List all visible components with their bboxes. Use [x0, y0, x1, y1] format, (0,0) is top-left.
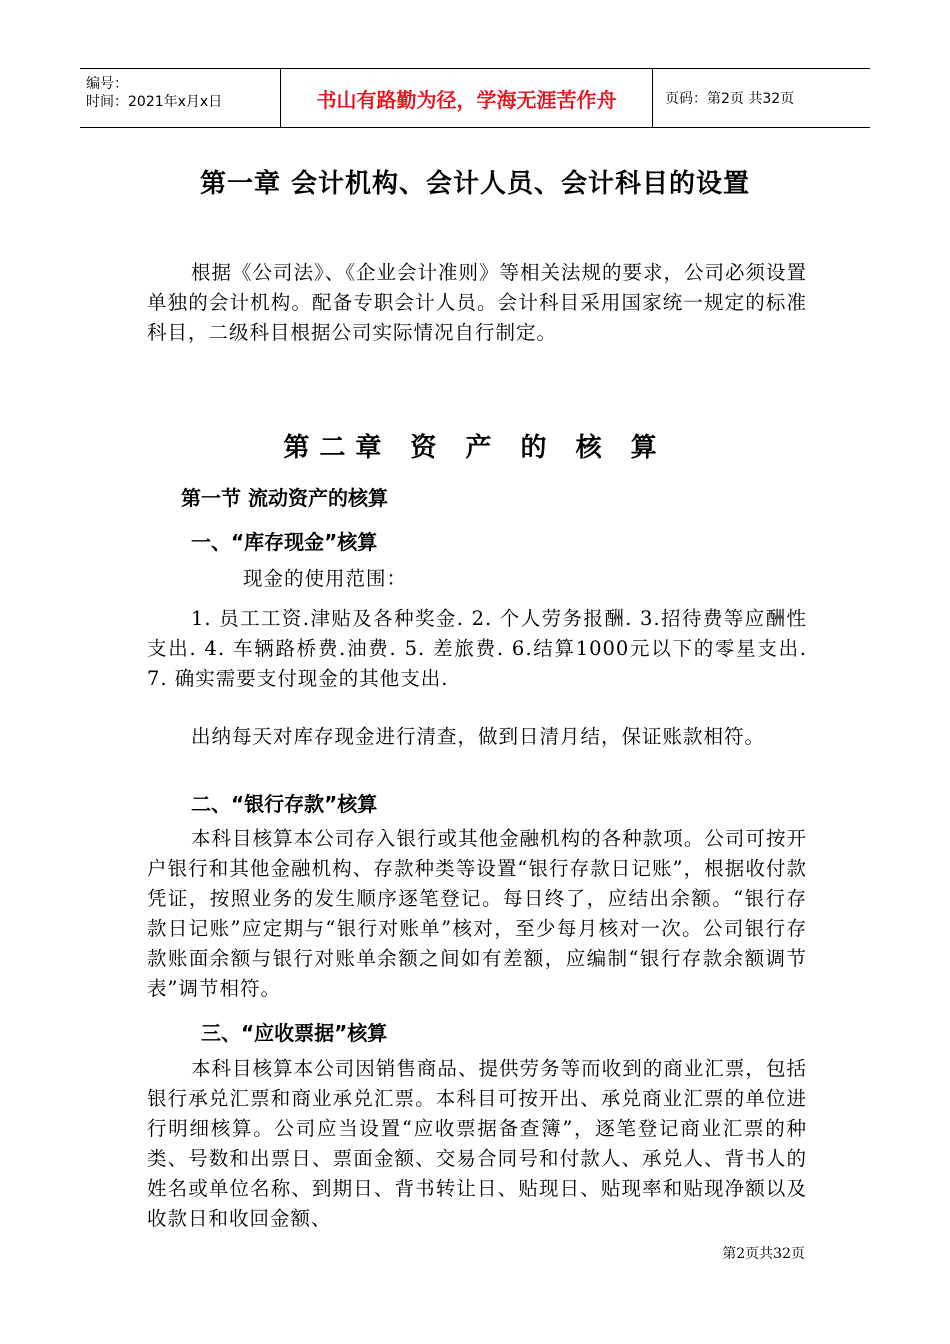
page-header — [80, 68, 870, 128]
cash-daily-check: 出纳每天对库存现金进行清查，做到日清月结，保证账款相符。 — [191, 725, 766, 748]
chapter1-paragraph: 根据《公司法》、《企业会计准则》等相关法规的要求，公司必须设置单独的会计机构。配备专职会计人员。会计科目采用国家统一规定的标准科目，二级科目根据公司实际情况自行制定。 — [147, 261, 808, 344]
chapter1-title: 第一章 会计机构、会计人员、会计科目的设置 — [199, 169, 751, 199]
item3-heading: 三、“应收票据”核算 — [201, 1021, 388, 1045]
item1-heading: 一、“库存现金”核算 — [191, 530, 378, 554]
section1-title: 第一节 流动资产的核算 — [181, 486, 388, 510]
item2-paragraph: 本科目核算本公司存入银行或其他金融机构的各种款项。公司可按开户银行和其他金融机构、存款种类等设置“银行存款日记账”，根据收付款凭证，按照业务的发生顺序逐笔登记。每日终了，应结出余额。“银行存款日记账”应定期与“银行对账单”核对，至少每月核对一次。公司银行存款账面余额与银行对账单余额之间如有差额，应编制“银行存款余额调节表”调节相符。 — [147, 827, 807, 1000]
chapter2-title: 第二章 资 产 的 核 算 — [283, 433, 667, 463]
document-date-label: 时间：2021年x月x日 — [86, 94, 223, 110]
item3-paragraph: 本科目核算本公司因销售商品、提供劳务等而收到的商业汇票，包括银行承兑汇票和商业承兑汇票。本科目可按开出、承兑商业汇票的单位进行明细核算。公司应当设置“应收票据备查簿”，逐笔登记商业汇票的种类、号数和出票日、票面金额、交易合同号和付款人、承兑人、背书人的姓名或单位名称、到期日、背书转让日、贴现日、贴现率和贴现净额以及收款日和收回金额、 — [147, 1057, 807, 1230]
item2-heading: 二、“银行存款”核算 — [191, 792, 378, 816]
header-motto: 书山有路勤为径，学海无涯苦作舟 — [281, 69, 653, 127]
cash-scope-label: 现金的使用范围： — [243, 567, 408, 590]
cash-scope-list: 1. 员工工资.津贴及各种奖金. 2. 个人劳务报酬. 3.招待费等应酬性支出. 4. 车辆路桥费.油费. 5. 差旅费. 6.结算1000元以下的零星支出. 7. 确实需要支付现金的其他支出. — [147, 607, 807, 690]
header-meta — [80, 69, 281, 127]
document-number-label: 编号： — [86, 76, 128, 92]
page-footer: 第2页共32页 — [722, 1246, 805, 1262]
header-page-number: 页码：第2页 共32页 — [665, 91, 795, 107]
